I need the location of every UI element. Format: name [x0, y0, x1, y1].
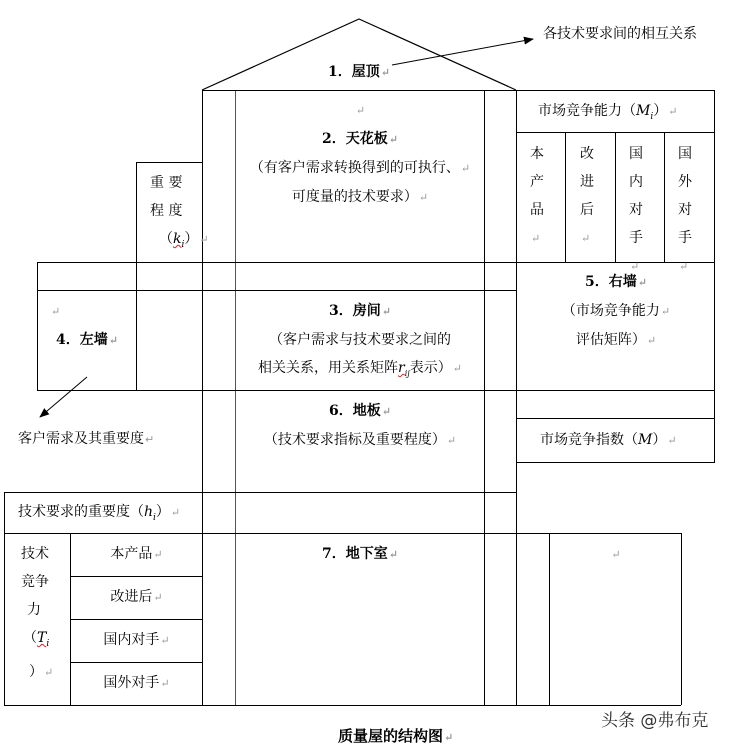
grid-line — [70, 619, 202, 620]
importance-label: 重 要 程 度 $(k_i)$ ↵ — [150, 169, 209, 259]
tech-importance-label: 技术要求的重要度$(h_i)$ ↵ — [18, 498, 180, 532]
market-header: 市场竞争能力$(M_i)$ ↵ — [538, 97, 677, 131]
market-col-own-product: 本 产 品 ↵ — [530, 140, 552, 253]
tech-competitiveness-label: 技术 竞争 力 （$T_i$ ） ↵ — [21, 540, 53, 687]
grid-line — [714, 390, 715, 418]
left-wall-annotation: 客户需求及其重要度 ↵ — [18, 425, 154, 454]
grid-line — [37, 262, 38, 390]
grid-line — [664, 132, 665, 262]
grid-line — [681, 533, 682, 705]
grid-line — [565, 132, 566, 262]
tech-row-domestic: 国内对手 ↵ — [71, 626, 202, 655]
watermark: 头条 @弗布克 — [601, 711, 709, 731]
roof-annotation: 各技术要求间的相互关系 — [543, 26, 697, 42]
left-wall-text: ↵ 4．左墙 ↵ — [50, 297, 118, 355]
grid-line — [70, 576, 202, 577]
ceiling-text: ↵ 2．天花板 ↵ （有客户需求转换得到的可执行、 ↵ 可度量的技术要求） ↵ — [236, 96, 484, 212]
grid-line — [4, 492, 516, 493]
floor-text: 6．地板 ↵ （技术要求指标及重要程度） ↵ — [236, 397, 484, 455]
market-index-label: 市场竞争指数（M） ↵ — [540, 426, 677, 455]
grid-line — [4, 533, 681, 534]
market-col-foreign: 国 外 对 手 ↵ — [678, 140, 700, 281]
grid-line — [615, 132, 616, 262]
left-wall-annotation-arrow — [40, 377, 87, 417]
grid-line — [4, 492, 5, 705]
figure-caption: 质量屋的结构图 ↵ — [338, 722, 453, 752]
basement-label: 7．地下室 ↵ — [236, 540, 484, 569]
grid-line — [202, 90, 516, 91]
tech-row-own-product: 本产品 ↵ — [71, 540, 202, 569]
tech-row-improved: 改进后 ↵ — [71, 583, 202, 612]
market-col-improved: 改 进 后 ↵ — [580, 140, 602, 253]
grid-line — [37, 290, 516, 291]
basement-right-empty — [550, 540, 681, 569]
roof-label: 1．屋顶 ↵ — [328, 58, 390, 87]
grid-line — [4, 705, 681, 706]
market-col-domestic: 国 内 对 手 ↵ — [629, 140, 651, 281]
grid-line — [70, 662, 202, 663]
right-wall-text: 5．右墙 ↵ （市场竞争能力 ↵ 评估矩阵） ↵ — [517, 268, 715, 355]
grid-line — [484, 90, 485, 705]
room-text: 3．房间 ↵ （客户需求与技术要求之间的 相关关系，用关系矩阵$r_{ij}$表示） ↵ — [236, 297, 484, 388]
tech-row-foreign: 国外对手 ↵ — [71, 669, 202, 698]
